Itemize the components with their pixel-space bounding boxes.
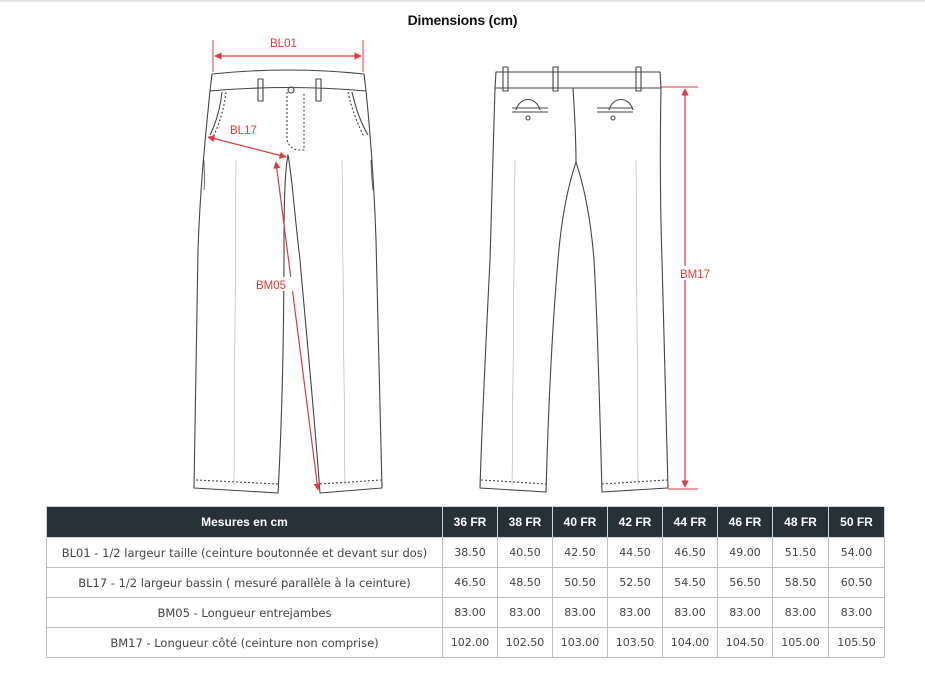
table-header-row	[47, 507, 885, 538]
row-label: BM17 - Longueur côté (ceinture non comprise)	[47, 628, 443, 658]
table-cell: 102.50	[498, 628, 553, 658]
table-cell: 51.50	[773, 538, 829, 568]
bl01-measure	[213, 35, 363, 72]
row-label: BL01 - 1/2 largeur taille (ceinture boutonnée et devant sur dos)	[47, 538, 443, 568]
table-cell: 104.50	[718, 628, 773, 658]
table-cell: 44.50	[608, 538, 663, 568]
bl17-measure	[208, 122, 286, 157]
header-size-50: 50 FR	[829, 507, 885, 538]
table-cell: 104.00	[663, 628, 718, 658]
page-title: Dimensions (cm)	[407, 12, 518, 28]
table-cell: 38.50	[443, 538, 498, 568]
table-cell: 50.50	[553, 568, 608, 598]
back-trousers-outline	[480, 67, 668, 492]
table-cell: 105.50	[829, 628, 885, 658]
table-cell: 103.00	[553, 628, 608, 658]
bm17-measure	[660, 87, 720, 489]
table-cell: 102.00	[443, 628, 498, 658]
table-row	[47, 628, 885, 658]
bm17-label: BM17	[680, 269, 711, 281]
table-cell: 103.50	[608, 628, 663, 658]
table-cell: 40.50	[498, 538, 553, 568]
table-cell: 56.50	[718, 568, 773, 598]
table-cell: 83.00	[608, 598, 663, 628]
table-cell: 83.00	[773, 598, 829, 628]
table-cell: 83.00	[829, 598, 885, 628]
table-cell: 46.50	[663, 538, 718, 568]
header-size-36: 36 FR	[443, 507, 498, 538]
size-table	[46, 506, 885, 658]
header-size-46: 46 FR	[718, 507, 773, 538]
bm05-label: BM05	[256, 280, 287, 292]
table-cell: 105.00	[773, 628, 829, 658]
row-label: BM05 - Longueur entrejambes	[47, 598, 443, 628]
table-cell: 48.50	[498, 568, 553, 598]
header-size-42: 42 FR	[608, 507, 663, 538]
table-cell: 52.50	[608, 568, 663, 598]
table-row	[47, 568, 885, 598]
bl01-label: BL01	[270, 38, 297, 50]
header-measure: Mesures en cm	[47, 507, 443, 538]
table-cell: 54.50	[663, 568, 718, 598]
table-cell: 83.00	[718, 598, 773, 628]
row-label: BL17 - 1/2 largeur bassin ( mesuré parallèle à la ceinture)	[47, 568, 443, 598]
table-cell: 83.00	[498, 598, 553, 628]
table-cell: 49.00	[718, 538, 773, 568]
table-cell: 83.00	[663, 598, 718, 628]
header-size-38: 38 FR	[498, 507, 553, 538]
bl17-label: BL17	[230, 125, 257, 137]
table-row	[47, 598, 885, 628]
header-size-44: 44 FR	[663, 507, 718, 538]
table-cell: 58.50	[773, 568, 829, 598]
table-cell: 42.50	[553, 538, 608, 568]
table-cell: 83.00	[553, 598, 608, 628]
header-size-48: 48 FR	[773, 507, 829, 538]
table-row	[47, 538, 885, 568]
bm05-measure	[254, 162, 318, 490]
table-cell: 54.00	[829, 538, 885, 568]
table-cell: 46.50	[443, 568, 498, 598]
table-cell: 60.50	[829, 568, 885, 598]
header-size-40: 40 FR	[553, 507, 608, 538]
table-cell: 83.00	[443, 598, 498, 628]
